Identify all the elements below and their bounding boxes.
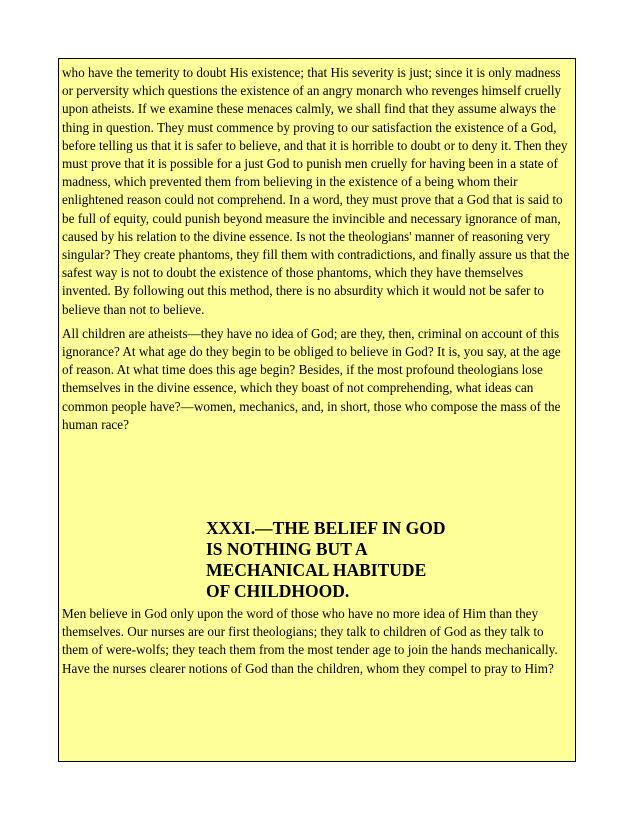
body-paragraph-1: who have the temerity to doubt His existence; that His severity is just; since it is only madness or perversity which questions the existence of an angry monarch who revenges himself cruelly upon atheists. If we examine these menaces calmly, we shall find that they assume always the thing in question. They must commence by proving to our satisfaction the existence of a God, before telling us that it is safer to believe, and that it is horrible to doubt or to deny it. Then they must prove that it is possible for a just God to punish men cruelly for having been in a state of madness, which prevented them from believing in the existence of a being whom their enlightened reason could not comprehend. In a word, they must prove that a God that is said to be full of equity, could punish beyond measure the invincible and necessary ignorance of man, caused by his relation to the divine essence. Is not the theologians' manner of reasoning very singular? They create phantoms, they fill them with contradictions, and finally assure us that the safest way is not to doubt the existence of those phantoms, which they have themselves invented. By following out this method, there is no absurdity which it would not be safer to believe than not to believe. [62, 65, 570, 317]
body-paragraph-2: All children are atheists—they have no idea of God; are they, then, criminal on account of this ignorance? At what age do they begin to be obliged to believe in God? It is, you say, at the age of reason. At what time does this age begin? Besides, if the most profound theologians lose themselves in the divine essence, which they boast of not comprehending, what ideas can common people have?—women, mechanics, and, in short, those who compose the mass of the human race? [62, 325, 561, 432]
body-paragraph-3: Men believe in God only upon the word of those who have no more idea of Him than they themselves. Our nurses are our first theologians; they talk to children of God as they talk to them of were-wolfs; they teach them from the most tender age to join the hands mechanically. Have the nurses clearer notions of God than the children, whom they compel to pray to Him? [62, 606, 558, 676]
section-heading: XXXI.—THE BELIEF IN GOD IS NOTHING BUT A MECHANICAL HABITUDE OF CHILDHOOD. [206, 518, 446, 602]
text-frame [58, 58, 576, 762]
